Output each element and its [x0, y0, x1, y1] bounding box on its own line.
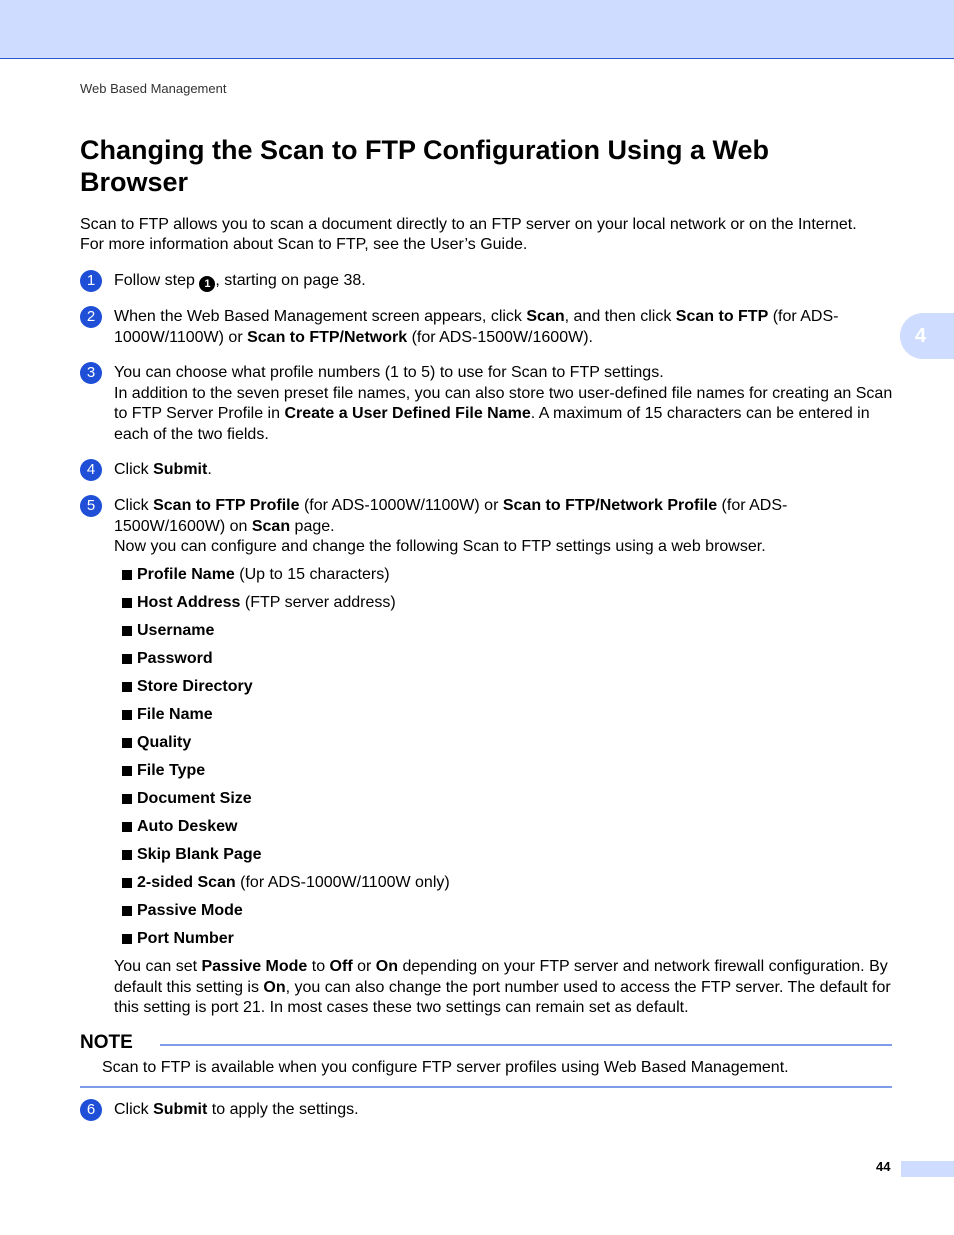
square-bullet-icon — [122, 710, 132, 720]
square-bullet-icon — [122, 906, 132, 916]
note-rule-top — [160, 1044, 892, 1046]
intro-line-2: For more information about Scan to FTP, see the User’s Guide. — [80, 236, 528, 253]
square-bullet-icon — [122, 598, 132, 608]
bold-term: Scan — [251, 517, 291, 535]
step-number-badge: 6 — [80, 1099, 102, 1121]
setting-list-item — [122, 929, 450, 957]
setting-list-item — [122, 705, 450, 733]
setting-list-item — [122, 901, 450, 929]
square-bullet-icon — [122, 738, 132, 748]
setting-name: Profile Name — [137, 566, 235, 583]
setting-name: Username — [137, 622, 215, 639]
step-text: Click Scan to FTP Profile (for ADS-1000W/1100W) or Scan to FTP/Network Profile (for ADS-1500W/1600W) on Scan page. Now you can configure and change the following Scan to FTP settings using a web browser. — [114, 497, 788, 555]
setting-name: File Type — [137, 762, 206, 779]
setting-name: File Name — [137, 706, 213, 723]
step-number-badge: 3 — [80, 362, 102, 384]
setting-name: Skip Blank Page — [137, 846, 262, 863]
bold-term: Submit — [153, 461, 208, 478]
bold-term: Scan to FTP/Network Profile — [502, 497, 718, 514]
bold-term: Scan to FTP/Network — [247, 328, 408, 346]
bold-term: Scan to FTP — [675, 308, 769, 325]
bold-term: Off — [329, 958, 353, 975]
running-header: Web Based Management — [80, 81, 227, 96]
setting-name: Quality — [137, 734, 192, 751]
step-text: Follow step 1 , starting on page 38. — [114, 272, 366, 290]
square-bullet-icon — [122, 878, 132, 888]
setting-name: Auto Deskew — [137, 818, 238, 835]
note-title: NOTE — [80, 1032, 133, 1053]
bold-term: Create a User Defined File Name — [284, 405, 531, 422]
square-bullet-icon — [122, 626, 132, 636]
settings-list — [122, 565, 450, 957]
setting-list-item — [122, 873, 450, 901]
passive-mode-paragraph: You can set Passive Mode to Off or On depending on your FTP server and network firewall configuration. By default this setting is On, you can also change the port number used to access the FTP server. The default for this setting is port 21. In most cases these two settings can remain set as default. — [114, 958, 891, 1016]
square-bullet-icon — [122, 682, 132, 692]
intro-line-1: Scan to FTP allows you to scan a document directly to an FTP server on your local network or on the Internet. — [80, 216, 857, 233]
page-title: Changing the Scan to FTP Configuration Using a Web Browser — [80, 135, 770, 197]
square-bullet-icon — [122, 570, 132, 580]
setting-list-item — [122, 565, 450, 593]
bold-term: Passive Mode — [201, 958, 308, 975]
setting-list-item — [122, 677, 450, 705]
bold-term: Scan to FTP Profile — [153, 497, 300, 514]
bold-term: On — [375, 958, 398, 975]
setting-name: 2-sided Scan — [137, 874, 236, 891]
step-reference-badge: 1 — [199, 276, 215, 292]
setting-name: Document Size — [137, 790, 252, 807]
bold-term: Scan — [526, 308, 565, 325]
note-text: Scan to FTP is available when you configure FTP server profiles using Web Based Management. — [102, 1059, 789, 1076]
square-bullet-icon — [122, 822, 132, 832]
step-text: Click Submit. — [114, 461, 212, 478]
setting-detail: (for ADS-1000W/1100W only) — [235, 874, 450, 891]
setting-list-item — [122, 761, 450, 789]
page-number-tab — [901, 1161, 954, 1177]
chapter-tab: 4 — [900, 313, 954, 359]
setting-name: Host Address — [137, 594, 241, 611]
step-text: Click Submit to apply the settings. — [114, 1101, 359, 1118]
bold-term: Submit — [153, 1101, 208, 1118]
setting-detail: (FTP server address) — [240, 594, 396, 611]
setting-list-item — [122, 733, 450, 761]
setting-list-item — [122, 649, 450, 677]
top-header-band — [0, 0, 954, 59]
setting-detail: (Up to 15 characters) — [234, 566, 390, 583]
square-bullet-icon — [122, 766, 132, 776]
setting-list-item — [122, 621, 450, 649]
step-text: You can choose what profile numbers (1 to 5) to use for Scan to FTP settings. In addition to the seven preset file names, you can also store two user-defined file names for creating an Scan to FTP Server Profile in Create a User Defined File Name. A maximum of 15 characters can be entered in each of the two fields. — [114, 364, 893, 443]
setting-list-item — [122, 845, 450, 873]
setting-list-item — [122, 789, 450, 817]
square-bullet-icon — [122, 794, 132, 804]
square-bullet-icon — [122, 934, 132, 944]
square-bullet-icon — [122, 850, 132, 860]
step-number-badge: 1 — [80, 270, 102, 292]
setting-name: Store Directory — [137, 678, 253, 695]
setting-name: Password — [137, 650, 213, 667]
setting-list-item — [122, 593, 450, 621]
bold-term: On — [263, 978, 286, 996]
setting-name: Passive Mode — [137, 902, 243, 919]
square-bullet-icon — [122, 654, 132, 664]
step-text: When the Web Based Management screen appears, click Scan, and then click Scan to FTP (for ADS-1000W/1100W) or Scan to FTP/Network (for ADS-1500W/1600W). — [114, 308, 839, 346]
step-number-badge: 2 — [80, 306, 102, 328]
setting-list-item — [122, 817, 450, 845]
step-number-badge: 4 — [80, 459, 102, 481]
page-number: 44 — [876, 1159, 891, 1174]
note-rule-bottom — [80, 1086, 892, 1088]
setting-name: Port Number — [137, 930, 234, 947]
step-number-badge: 5 — [80, 495, 102, 517]
